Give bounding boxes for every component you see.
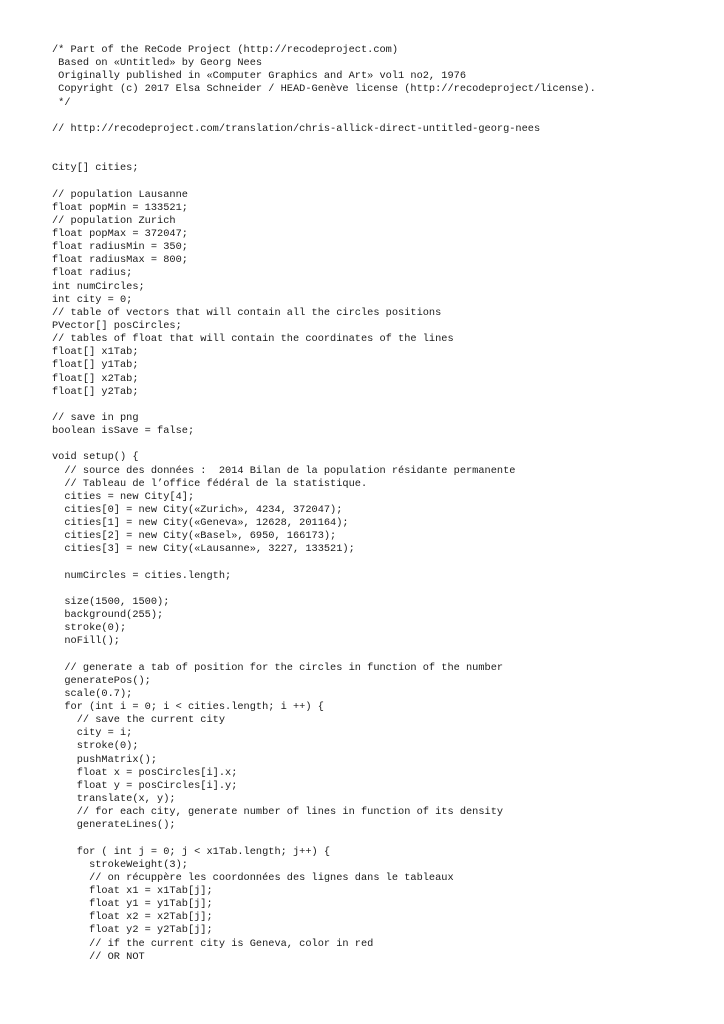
code-line: generatePos();: [52, 674, 151, 687]
code-line: City[] cities;: [52, 162, 139, 175]
code-line: [52, 399, 596, 412]
code-line: float[] y2Tab;: [52, 385, 139, 398]
code-line: // for each city, generate number of lines in function of its density: [52, 806, 504, 819]
code-line: for ( int j = 0; j < x1Tab.length; j++) {: [52, 845, 331, 858]
code-line: [52, 175, 596, 188]
code-line: // http://recodeproject.com/translation/chris-allick-direct-untitled-georg-nees: [52, 122, 541, 135]
code-line: [52, 149, 596, 162]
code-line: [52, 583, 596, 596]
code-line: // on récuppère les coordonnées des lignes dans le tableaux: [52, 871, 454, 884]
code-line: float y = posCircles[i].y;: [52, 779, 238, 792]
code-line: // population Lausanne: [52, 188, 188, 201]
code-line: noFill();: [52, 635, 120, 648]
code-line: float x1 = x1Tab[j];: [52, 885, 213, 897]
code-line: cities[0] = new City(«Zurich», 4234, 372047);: [52, 503, 343, 516]
code-line: translate(x, y);: [52, 793, 176, 806]
code-line: [52, 110, 596, 123]
code-line: strokeWeight(3);: [52, 858, 188, 871]
code-line: background(255);: [52, 609, 164, 622]
code-line: float radiusMax = 800;: [52, 254, 188, 267]
code-line: /* Part of the ReCode Project (http://recodeproject.com): [52, 44, 399, 56]
code-line: PVector[] posCircles;: [52, 319, 182, 332]
code-line: Copyright (c) 2017 Elsa Schneider / HEAD-Genève license (http://recodeproject/license).: [52, 83, 596, 96]
code-line: float popMin = 133521;: [52, 201, 188, 214]
code-line: boolean isSave = false;: [52, 425, 195, 438]
code-line: // generate a tab of position for the circles in function of the number: [52, 661, 504, 674]
code-line: // table of vectors that will contain all the circles positions: [52, 306, 442, 319]
code-line: // source des données : 2014 Bilan de la population résidante permanente: [52, 464, 516, 477]
code-line: // tables of float that will contain the coordinates of the lines: [52, 333, 454, 346]
code-line: */: [52, 96, 71, 109]
code-line: size(1500, 1500);: [52, 595, 170, 608]
code-line: float y1 = y1Tab[j];: [52, 898, 213, 911]
code-line: Based on «Untitled» by Georg Nees: [52, 57, 263, 70]
code-line: float x2 = x2Tab[j];: [52, 911, 213, 924]
code-line: cities[3] = new City(«Lausanne», 3227, 133521);: [52, 543, 355, 556]
code-line: city = i;: [52, 727, 133, 740]
code-line: float radiusMin = 350;: [52, 241, 188, 254]
code-line: for (int i = 0; i < cities.length; i ++) {: [52, 701, 324, 714]
code-line: // if the current city is Geneva, color in red: [52, 937, 374, 950]
code-line: // save in png: [52, 411, 139, 424]
code-line: cities = new City[4];: [52, 490, 195, 503]
code-line: // Tableau de l’office fédéral de la statistique.: [52, 477, 368, 490]
code-line: cities[1] = new City(«Geneva», 12628, 201164);: [52, 517, 349, 530]
code-line: int numCircles;: [52, 280, 145, 293]
code-line: numCircles = cities.length;: [52, 569, 232, 582]
code-line: float y2 = y2Tab[j];: [52, 924, 213, 937]
code-line: [52, 648, 596, 661]
code-line: stroke(0);: [52, 740, 139, 753]
code-line: float popMax = 372047;: [52, 227, 188, 240]
code-line: // OR NOT: [52, 950, 145, 963]
code-line: void setup() {: [52, 451, 139, 464]
code-line: stroke(0);: [52, 622, 127, 635]
code-line: [52, 832, 596, 845]
code-line: [52, 438, 596, 451]
code-line: float[] y1Tab;: [52, 359, 139, 372]
code-line: float[] x2Tab;: [52, 372, 139, 385]
code-line: Originally published in «Computer Graphics and Art» vol1 no2, 1976: [52, 70, 467, 83]
code-line: generateLines();: [52, 819, 176, 832]
code-line: float x = posCircles[i].x;: [52, 766, 238, 779]
code-line: float[] x1Tab;: [52, 346, 139, 359]
code-line: [52, 136, 596, 149]
code-listing: [52, 44, 596, 964]
code-line: [52, 556, 596, 569]
code-line: // save the current city: [52, 714, 226, 727]
code-line: // population Zurich: [52, 214, 176, 227]
code-line: cities[2] = new City(«Basel», 6950, 166173);: [52, 530, 337, 543]
code-line: float radius;: [52, 267, 133, 280]
code-line: pushMatrix();: [52, 753, 158, 766]
code-line: int city = 0;: [52, 293, 133, 306]
code-line: scale(0.7);: [52, 687, 133, 700]
